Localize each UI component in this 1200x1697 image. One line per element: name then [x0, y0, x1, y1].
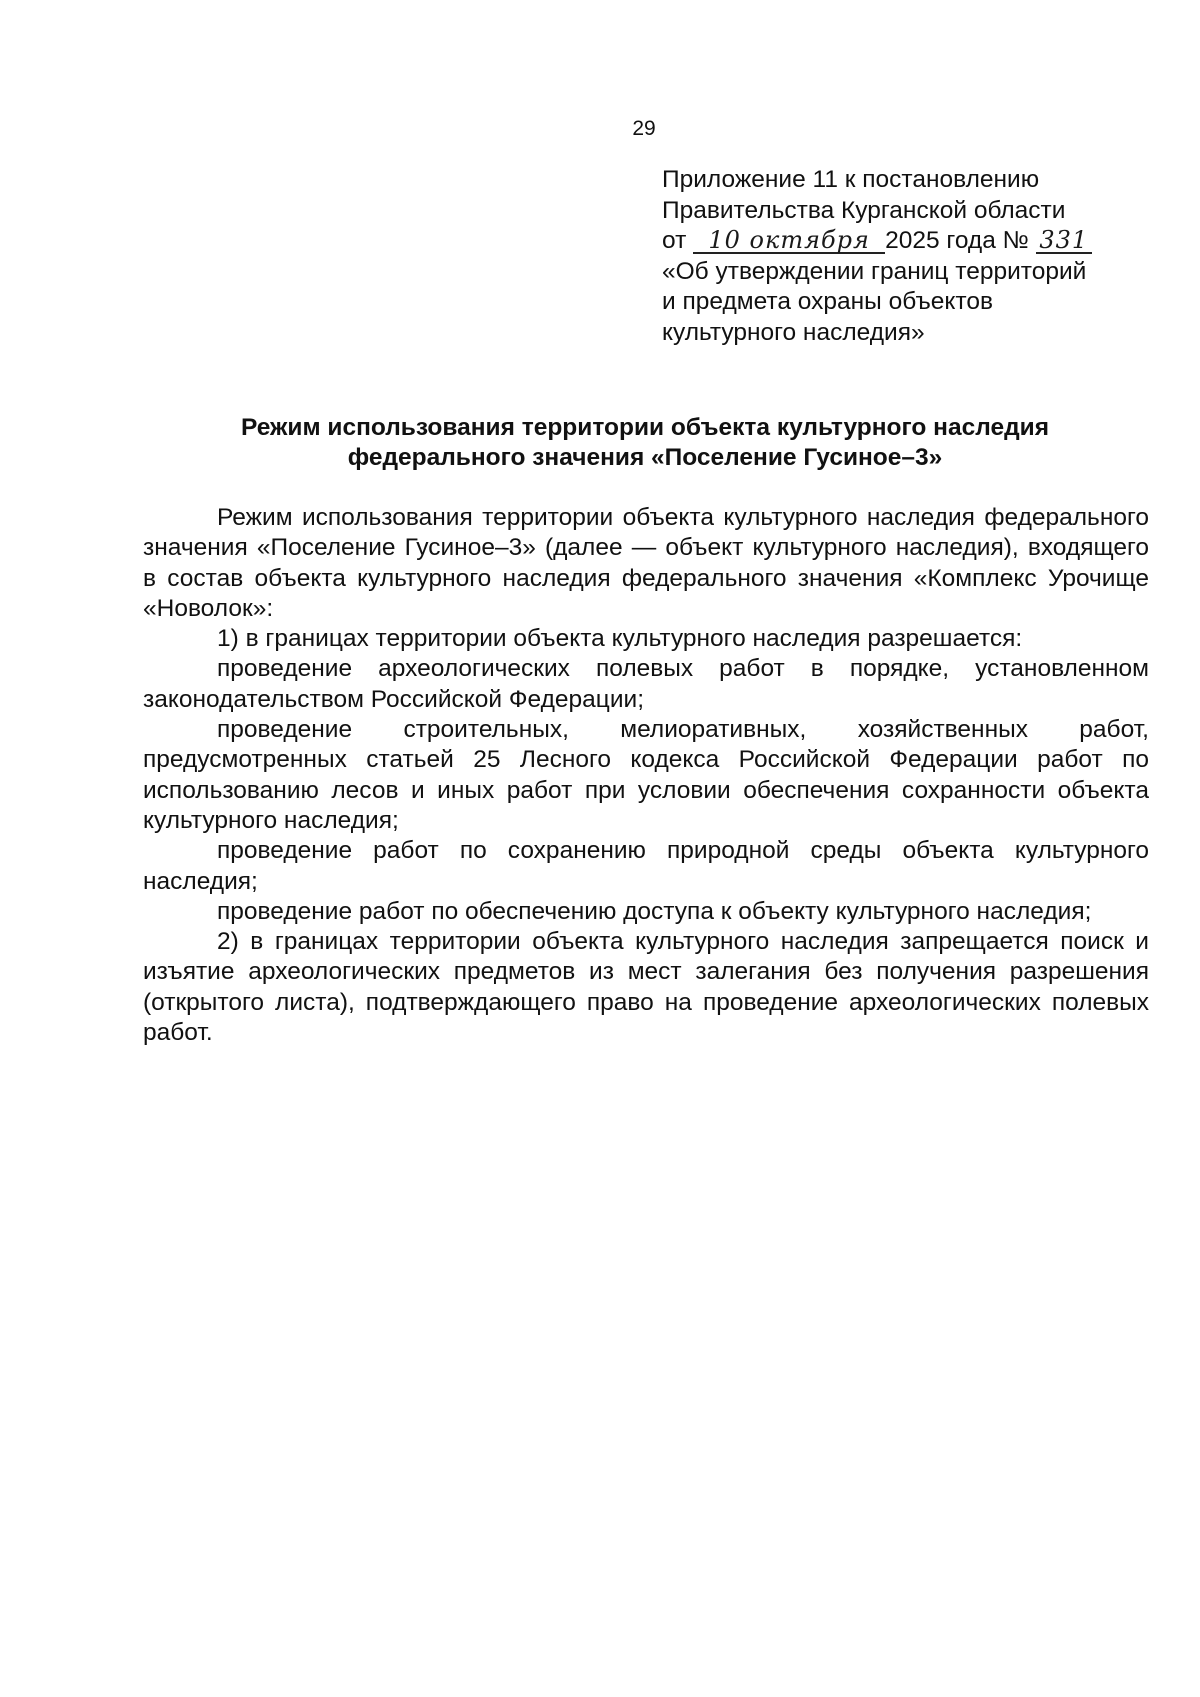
appendix-date-line: [662, 226, 1182, 257]
body-paragraph-intro: Режим использования территории объекта культурного наследия федерального значения «Поселение Гусиное–3» (далее — объект культурного наследия), входящего в состав объекта культурного наследия федерального значения «Комплекс Урочище «Новолок»:: [143, 504, 1149, 622]
year-and-number-label: 2025 года №: [885, 227, 1029, 254]
appendix-header: [662, 165, 1182, 348]
body-paragraph-item-2: 2) в границах территории объекта культурного наследия запрещается поиск и изъятие археологических предметов из мест залегания без получения разрешения (открытого листа), подтверждающего право на проведение археологических полевых работ.: [143, 928, 1149, 1047]
body-paragraph-item-1: 1) в границах территории объекта культурного наследия разрешается:: [217, 625, 1023, 653]
title-line-1: Режим использования территории объекта культурного наследия: [241, 414, 1049, 441]
body-paragraph-environment: проведение работ по сохранению природной среды объекта культурного наследия;: [143, 837, 1149, 895]
handwritten-date: 10 октября: [693, 228, 885, 254]
body-paragraph-construction: проведение строительных, мелиоративных, хозяйственных работ, предусмотренных статьей 25 Лесного кодекса Российской Федерации работ по использованию лесов и иных работ при условии обеспечения сохранности объекта культурного наследия;: [143, 716, 1149, 834]
document-title: [142, 413, 1148, 473]
date-prefix: от: [662, 227, 687, 254]
appendix-line-1: Приложение 11 к постановлению: [662, 166, 1040, 193]
appendix-line-6: культурного наследия»: [662, 318, 925, 346]
document-body: [143, 503, 1149, 1048]
appendix-line-2: Правительства Курганской области: [662, 196, 1066, 224]
appendix-line-5: и предмета охраны объектов: [662, 288, 993, 315]
handwritten-number: 331: [1036, 228, 1092, 254]
body-paragraph-archaeology: проведение археологических полевых работ в порядке, установленном законодательством Российской Федерации;: [143, 655, 1149, 713]
page-number: 29: [632, 117, 656, 140]
appendix-line-4: «Об утверждении границ территорий: [662, 257, 1087, 285]
body-paragraph-access: проведение работ по обеспечению доступа к объекту культурного наследия;: [217, 897, 1092, 925]
title-line-2: федерального значения «Поселение Гусиное–3»: [347, 444, 943, 471]
